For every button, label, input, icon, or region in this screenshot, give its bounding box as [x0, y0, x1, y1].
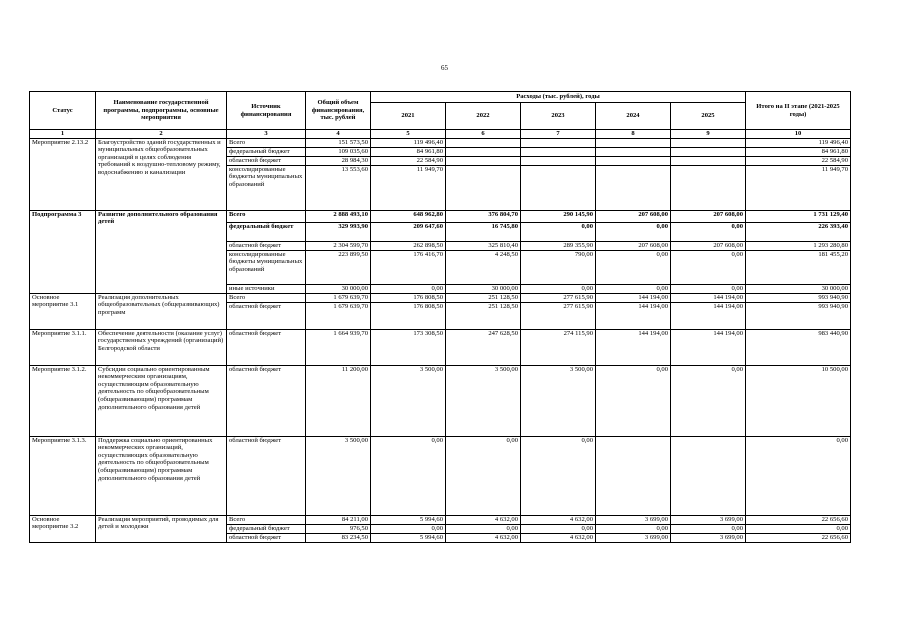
name-cell: Развитие дополнительного образования детей — [96, 210, 227, 293]
stage-total-cell: 226 393,40 — [746, 222, 851, 241]
year-2024-cell — [596, 156, 671, 165]
status-cell: Мероприятие 3.1.1. — [30, 329, 96, 365]
column-number: 10 — [746, 130, 851, 139]
name-cell: Реализация мероприятий, проводимых для детей и молодежи — [96, 515, 227, 542]
year-2023-cell: 274 115,90 — [521, 329, 596, 365]
year-2023-cell: 290 145,90 — [521, 210, 596, 222]
table-row — [30, 329, 851, 365]
total-cell: 1 679 639,70 — [306, 293, 371, 302]
year-2025-cell: 144 194,00 — [671, 293, 746, 302]
year-2023-cell: 277 615,90 — [521, 293, 596, 302]
year-2024-cell: 0,00 — [596, 222, 671, 241]
header-year: 2025 — [671, 103, 746, 130]
year-2024-cell — [596, 147, 671, 156]
year-2024-cell: 207 608,00 — [596, 210, 671, 222]
stage-total-cell: 181 455,20 — [746, 250, 851, 284]
stage-total-cell: 0,00 — [746, 524, 851, 533]
year-2021-cell: 84 961,80 — [371, 147, 446, 156]
year-2025-cell: 144 194,00 — [671, 302, 746, 329]
column-number: 1 — [30, 130, 96, 139]
table-row — [30, 436, 851, 515]
source-cell: Всего — [227, 515, 306, 524]
year-2025-cell — [671, 165, 746, 210]
stage-total-cell: 10 500,00 — [746, 365, 851, 436]
header-source: Источник финансирования — [227, 92, 306, 130]
source-cell: консолидированные бюджеты муниципальных образований — [227, 250, 306, 284]
stage-total-cell: 11 949,70 — [746, 165, 851, 210]
year-2024-cell — [596, 436, 671, 515]
year-2024-cell: 0,00 — [596, 365, 671, 436]
year-2021-cell: 3 500,00 — [371, 365, 446, 436]
total-cell: 1 679 639,70 — [306, 302, 371, 329]
name-cell: Субсидии социально ориентированным некоммерческим организациям, осуществляющим образовательную деятельность по общеобразовательным (общеразвивающим) программам дополнительного образования детей — [96, 365, 227, 436]
year-2021-cell: 0,00 — [371, 524, 446, 533]
stage-total-cell: 1 293 280,80 — [746, 241, 851, 250]
status-cell: Мероприятие 3.1.2. — [30, 365, 96, 436]
year-2022-cell: 251 128,50 — [446, 293, 521, 302]
year-2021-cell: 209 647,60 — [371, 222, 446, 241]
year-2023-cell: 0,00 — [521, 524, 596, 533]
year-2023-cell — [521, 147, 596, 156]
total-cell: 11 200,00 — [306, 365, 371, 436]
column-number: 6 — [446, 130, 521, 139]
year-2022-cell: 4 632,00 — [446, 533, 521, 542]
year-2022-cell — [446, 156, 521, 165]
year-2023-cell: 3 500,00 — [521, 365, 596, 436]
name-cell: Благоустройство зданий государственных и муниципальных общеобразовательных организаций в целях соблюдения требований к воздушно-тепловому режиму, водоснабжению и канализации — [96, 138, 227, 210]
stage-total-cell: 993 940,90 — [746, 302, 851, 329]
header-stage-total: Итого на II этапе (2021-2025 годы) — [746, 92, 851, 130]
year-2022-cell: 16 745,80 — [446, 222, 521, 241]
year-2022-cell: 3 500,00 — [446, 365, 521, 436]
year-2023-cell: 790,00 — [521, 250, 596, 284]
total-cell: 223 899,50 — [306, 250, 371, 284]
year-2023-cell: 289 355,90 — [521, 241, 596, 250]
total-cell: 329 993,90 — [306, 222, 371, 241]
page-number: 65 — [441, 64, 448, 72]
year-2023-cell: 277 615,90 — [521, 302, 596, 329]
budget-table — [29, 91, 851, 543]
total-cell: 2 304 599,70 — [306, 241, 371, 250]
column-number: 8 — [596, 130, 671, 139]
year-2024-cell: 207 608,00 — [596, 241, 671, 250]
year-2025-cell: 3 699,00 — [671, 515, 746, 524]
status-cell: Основное мероприятие 3.1 — [30, 293, 96, 329]
total-cell: 30 000,00 — [306, 284, 371, 293]
year-2025-cell: 0,00 — [671, 524, 746, 533]
stage-total-cell: 84 961,80 — [746, 147, 851, 156]
year-2025-cell: 0,00 — [671, 250, 746, 284]
year-2024-cell: 0,00 — [596, 524, 671, 533]
year-2022-cell — [446, 165, 521, 210]
header-year: 2023 — [521, 103, 596, 130]
year-2022-cell: 247 628,50 — [446, 329, 521, 365]
year-2024-cell: 0,00 — [596, 250, 671, 284]
name-cell: Реализация дополнительных общеобразовательных (общеразвивающих) программ — [96, 293, 227, 329]
year-2021-cell: 0,00 — [371, 284, 446, 293]
total-cell: 151 573,50 — [306, 138, 371, 147]
source-cell: областной бюджет — [227, 302, 306, 329]
year-2022-cell: 4 248,50 — [446, 250, 521, 284]
source-cell: областной бюджет — [227, 533, 306, 542]
name-cell: Поддержка социально ориентированных некоммерческих организаций, осуществляющих образовательную деятельность по общеобразовательным (общеразвивающим) программам дополнительного образования детей — [96, 436, 227, 515]
status-cell: Основное мероприятие 3.2 — [30, 515, 96, 542]
source-cell: областной бюджет — [227, 329, 306, 365]
column-numbers-row — [30, 130, 851, 139]
year-2023-cell: 0,00 — [521, 222, 596, 241]
source-cell: Всего — [227, 210, 306, 222]
column-number: 5 — [371, 130, 446, 139]
table-row — [30, 365, 851, 436]
year-2025-cell: 0,00 — [671, 365, 746, 436]
year-2023-cell: 0,00 — [521, 284, 596, 293]
year-2023-cell — [521, 138, 596, 147]
table-row — [30, 210, 851, 222]
year-2021-cell: 22 584,90 — [371, 156, 446, 165]
year-2021-cell: 173 308,50 — [371, 329, 446, 365]
year-2023-cell: 0,00 — [521, 436, 596, 515]
stage-total-cell: 119 496,40 — [746, 138, 851, 147]
year-2022-cell: 30 000,00 — [446, 284, 521, 293]
source-cell: иные источники — [227, 284, 306, 293]
column-number: 3 — [227, 130, 306, 139]
year-2022-cell: 4 632,00 — [446, 515, 521, 524]
year-2022-cell — [446, 147, 521, 156]
status-cell: Мероприятие 3.1.3. — [30, 436, 96, 515]
table-row — [30, 293, 851, 302]
source-cell: Всего — [227, 293, 306, 302]
year-2025-cell — [671, 138, 746, 147]
year-2021-cell: 176 808,50 — [371, 293, 446, 302]
total-cell: 109 035,60 — [306, 147, 371, 156]
year-2025-cell: 0,00 — [671, 284, 746, 293]
source-cell: консолидированные бюджеты муниципальных образований — [227, 165, 306, 210]
year-2025-cell — [671, 156, 746, 165]
year-2022-cell: 325 810,40 — [446, 241, 521, 250]
source-cell: федеральный бюджет — [227, 147, 306, 156]
table-row — [30, 138, 851, 147]
column-number: 4 — [306, 130, 371, 139]
year-2024-cell: 144 194,00 — [596, 329, 671, 365]
source-cell: областной бюджет — [227, 241, 306, 250]
header-status: Статус — [30, 92, 96, 130]
year-2025-cell: 207 608,00 — [671, 241, 746, 250]
year-2022-cell: 251 128,50 — [446, 302, 521, 329]
year-2025-cell: 207 608,00 — [671, 210, 746, 222]
total-cell: 2 888 493,10 — [306, 210, 371, 222]
stage-total-cell: 22 656,60 — [746, 533, 851, 542]
header-total: Общий объем финансирования, тыс. рублей — [306, 92, 371, 130]
source-cell: Всего — [227, 138, 306, 147]
source-cell: федеральный бюджет — [227, 524, 306, 533]
year-2025-cell: 3 699,00 — [671, 533, 746, 542]
header-year: 2024 — [596, 103, 671, 130]
year-2022-cell: 0,00 — [446, 436, 521, 515]
year-2025-cell — [671, 147, 746, 156]
year-2022-cell: 376 804,70 — [446, 210, 521, 222]
year-2022-cell — [446, 138, 521, 147]
year-2021-cell: 176 416,70 — [371, 250, 446, 284]
year-2021-cell: 119 496,40 — [371, 138, 446, 147]
stage-total-cell: 993 940,90 — [746, 293, 851, 302]
year-2024-cell — [596, 138, 671, 147]
stage-total-cell: 22 584,90 — [746, 156, 851, 165]
source-cell: областной бюджет — [227, 365, 306, 436]
year-2024-cell: 3 699,00 — [596, 533, 671, 542]
year-2025-cell: 0,00 — [671, 222, 746, 241]
column-number: 2 — [96, 130, 227, 139]
total-cell: 28 984,30 — [306, 156, 371, 165]
column-number: 7 — [521, 130, 596, 139]
year-2021-cell: 5 994,60 — [371, 533, 446, 542]
year-2022-cell: 0,00 — [446, 524, 521, 533]
year-2024-cell: 144 194,00 — [596, 293, 671, 302]
status-cell: Мероприятие 2.13.2 — [30, 138, 96, 210]
year-2021-cell: 11 949,70 — [371, 165, 446, 210]
year-2023-cell — [521, 165, 596, 210]
table-body — [30, 138, 851, 542]
total-cell: 3 500,00 — [306, 436, 371, 515]
year-2024-cell: 3 699,00 — [596, 515, 671, 524]
year-2024-cell: 144 194,00 — [596, 302, 671, 329]
year-2024-cell: 0,00 — [596, 284, 671, 293]
stage-total-cell: 983 440,90 — [746, 329, 851, 365]
total-cell: 976,50 — [306, 524, 371, 533]
year-2021-cell: 0,00 — [371, 436, 446, 515]
stage-total-cell: 22 656,60 — [746, 515, 851, 524]
year-2023-cell: 4 632,00 — [521, 515, 596, 524]
year-2021-cell: 648 962,80 — [371, 210, 446, 222]
year-2021-cell: 176 808,50 — [371, 302, 446, 329]
total-cell: 1 664 939,70 — [306, 329, 371, 365]
source-cell: федеральный бюджет — [227, 222, 306, 241]
source-cell: областной бюджет — [227, 436, 306, 515]
stage-total-cell: 30 000,00 — [746, 284, 851, 293]
stage-total-cell: 1 731 129,40 — [746, 210, 851, 222]
year-2021-cell: 262 898,50 — [371, 241, 446, 250]
status-cell: Подпрограмма 3 — [30, 210, 96, 293]
year-2021-cell: 5 994,60 — [371, 515, 446, 524]
year-2025-cell — [671, 436, 746, 515]
year-2023-cell — [521, 156, 596, 165]
total-cell: 83 234,50 — [306, 533, 371, 542]
header-year: 2022 — [446, 103, 521, 130]
year-2023-cell: 4 632,00 — [521, 533, 596, 542]
header-expenses: Расходы (тыс. рублей), годы — [371, 92, 746, 103]
stage-total-cell: 0,00 — [746, 436, 851, 515]
header-name: Наименование государственной программы, подпрограммы, основные мероприятия — [96, 92, 227, 130]
year-2024-cell — [596, 165, 671, 210]
total-cell: 13 553,60 — [306, 165, 371, 210]
source-cell: областной бюджет — [227, 156, 306, 165]
name-cell: Обеспечение деятельности (оказание услуг) государственных учреждений (организаций) Белгородской области — [96, 329, 227, 365]
total-cell: 84 211,00 — [306, 515, 371, 524]
table-row — [30, 515, 851, 524]
header-year: 2021 — [371, 103, 446, 130]
year-2025-cell: 144 194,00 — [671, 329, 746, 365]
column-number: 9 — [671, 130, 746, 139]
